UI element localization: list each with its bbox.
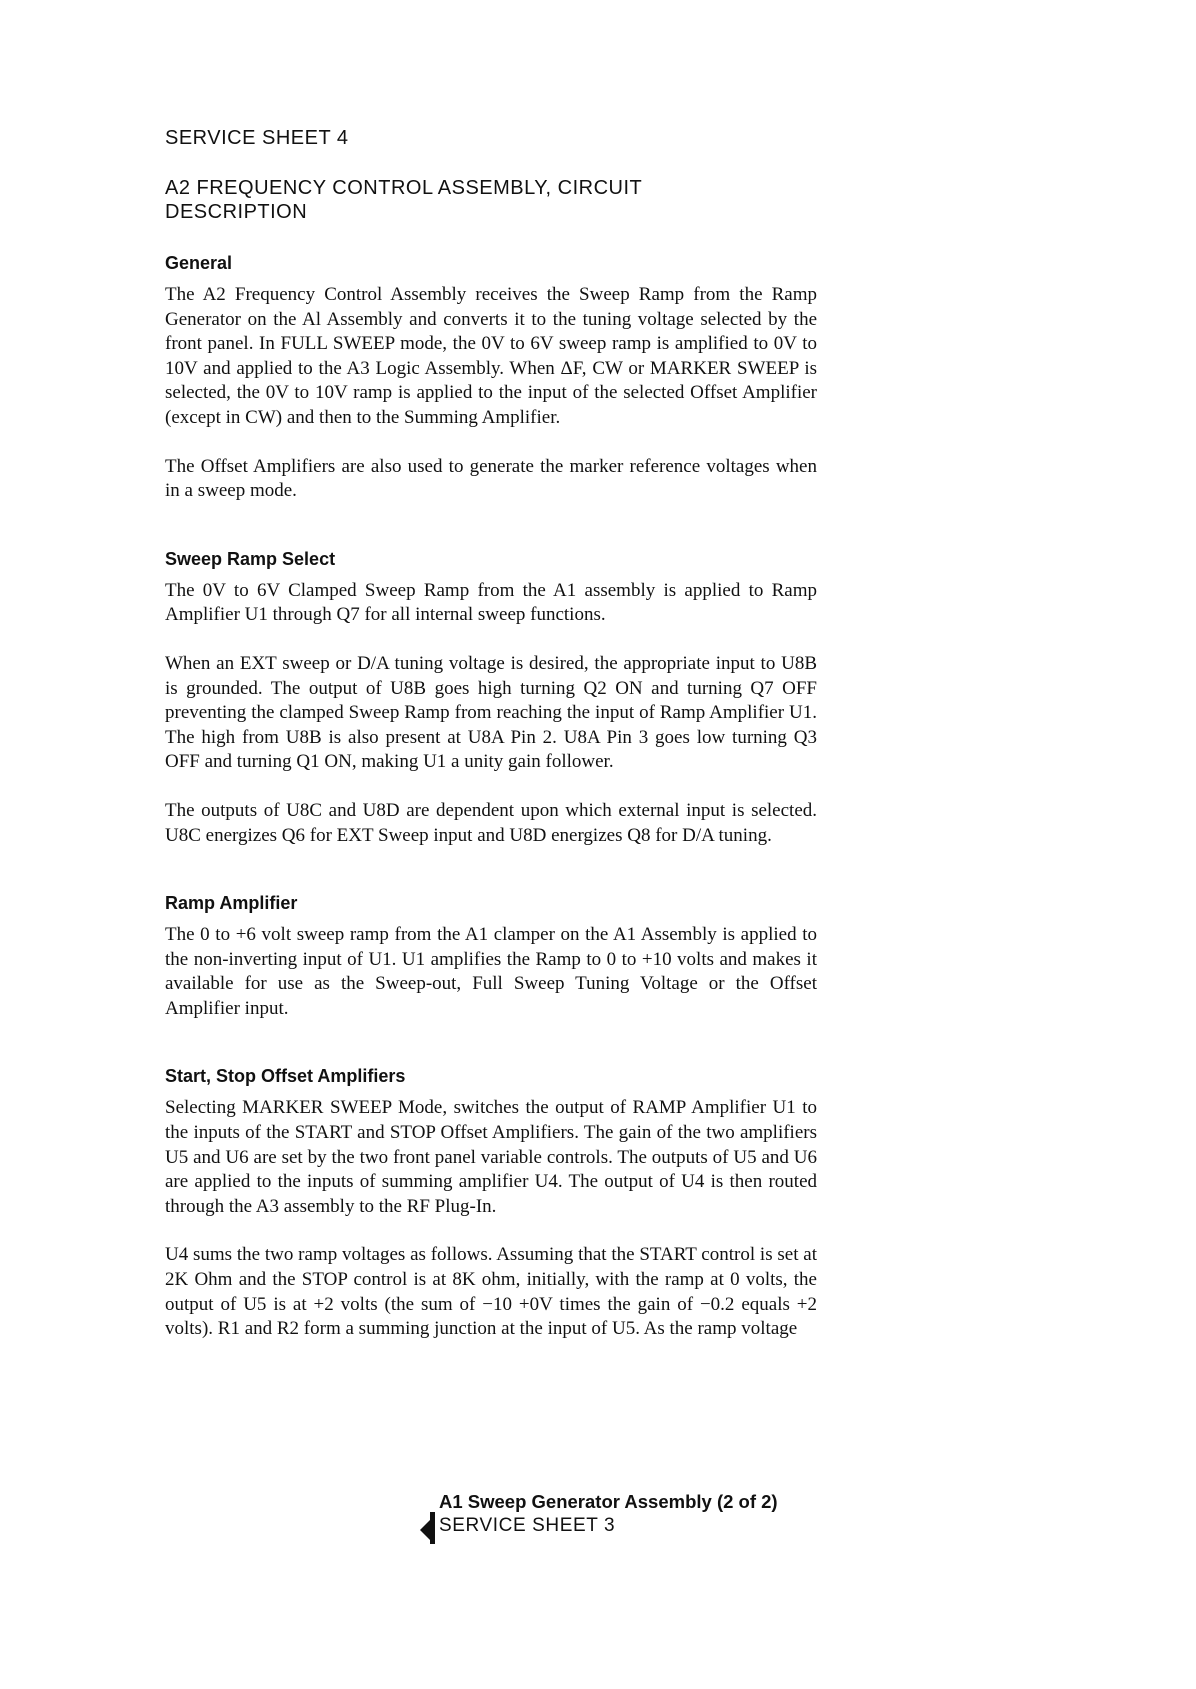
offset-amplifiers-paragraph-1: Selecting MARKER SWEEP Mode, switches the output of RAMP Amplifier U1 to the inputs of the START and STOP Offset Amplifiers. The gain of the two amplifiers U5 and U6 are set by the two front panel variable controls. The outputs of U5 and U6 are applied to the inputs of summing amplifier U4. The output of U4 is then routed through the A3 assembly to the RF Plug-In.: [165, 1097, 817, 1217]
heading-sweep-ramp-select: Sweep Ramp Select: [165, 548, 336, 569]
heading-offset-amplifiers: Start, Stop Offset Amplifiers: [165, 1066, 406, 1087]
sheet-title: SERVICE SHEET 4: [165, 127, 349, 149]
left-arrow-icon: [420, 1510, 436, 1544]
general-paragraph-2: The Offset Amplifiers are also used to generate the marker reference voltages when in a sweep mode.: [165, 455, 817, 502]
heading-ramp-amplifier: Ramp Amplifier: [165, 893, 298, 914]
footer-service-sheet-label: SERVICE SHEET 3: [439, 1515, 616, 1536]
heading-general: General: [165, 253, 233, 273]
text-column: [165, 126, 817, 1342]
general-paragraph-1: The A2 Frequency Control Assembly receives the Sweep Ramp from the Ramp Generator on the Al Assembly and converts it to the tuning voltage selected by the front panel. In FULL SWEEP mode, the 0V to 6V sweep ramp is amplified to 0V to 10V and applied to the A3 Logic Assembly. When ΔF, CW or MARKER SWEEP is selected, the 0V to 10V ramp is applied to the input of the selected Offset Amplifier (except in CW) and then to the Summing Amplifier.: [165, 284, 817, 428]
offset-amplifiers-paragraph-2: U4 sums the two ramp voltages as follows. Assuming that the START control is set at 2K Ohm and the STOP control is at 8K ohm, initially, with the ramp at 0 volts, the output of U5 is at +2 volts (the sum of −10 +0V times the gain of −0.2 equals +2 volts). R1 and R2 form a summing junction at the input of U5. As the ramp voltage: [165, 1244, 817, 1340]
ramp-amplifier-paragraph-1: The 0 to +6 volt sweep ramp from the A1 clamper on the A1 Assembly is applied to the non-inverting input of U1. U1 amplifies the Ramp to 0 to +10 volts and makes it available for use as the Sweep-out, Full Sweep Tuning Voltage or the Offset Amplifier input.: [165, 924, 817, 1019]
footer-service-sheet: [420, 1514, 840, 1538]
footer-reference: [420, 1490, 840, 1538]
sweep-ramp-select-paragraph-1: The 0V to 6V Clamped Sweep Ramp from the A1 assembly is applied to Ramp Amplifier U1 through Q7 for all internal sweep functions.: [165, 579, 817, 626]
assembly-title: A2 FREQUENCY CONTROL ASSEMBLY, CIRCUIT DESCRIPTION: [165, 177, 642, 223]
sweep-ramp-select-paragraph-2: When an EXT sweep or D/A tuning voltage is desired, the appropriate input to U8B is grounded. The output of U8B goes high turning Q2 ON and turning Q7 OFF preventing the clamped Sweep Ramp from reaching the input of Ramp Amplifier U1. The high from U8B is also present at U8A Pin 2. U8A Pin 3 goes low turning Q3 OFF and turning Q1 ON, making U1 a unity gain follower.: [165, 652, 817, 773]
sweep-ramp-select-paragraph-3: The outputs of U8C and U8D are dependent upon which external input is selected. U8C energizes Q6 for EXT Sweep input and U8D energizes Q8 for D/A tuning.: [165, 799, 817, 846]
footer-assembly-label: A1 Sweep Generator Assembly (2 of 2): [439, 1491, 778, 1512]
